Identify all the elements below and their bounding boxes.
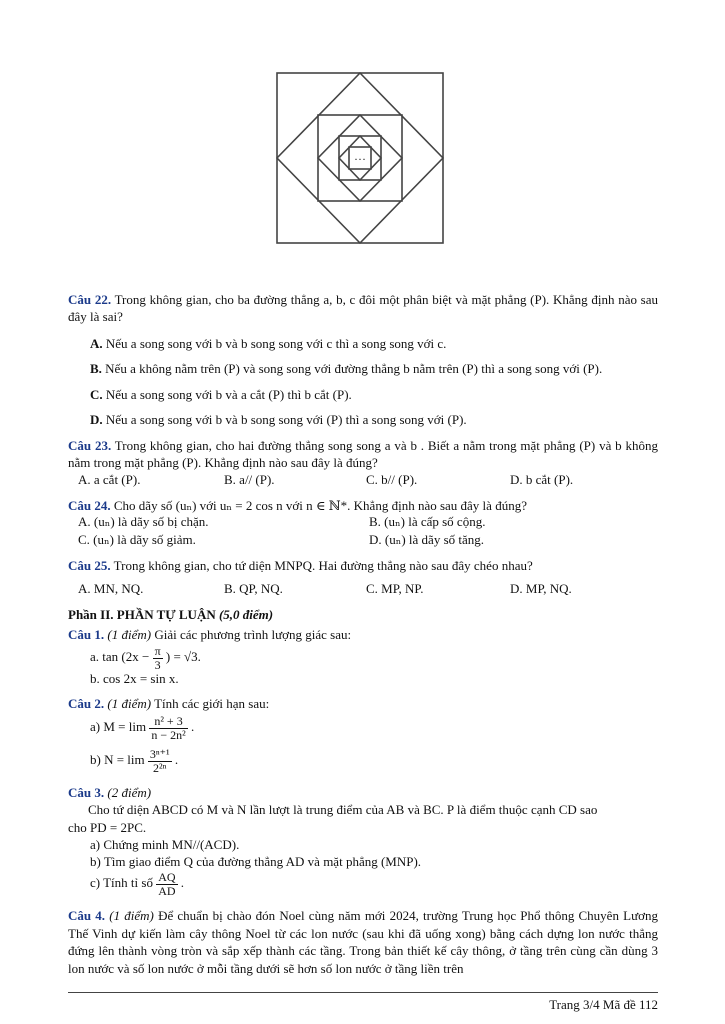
question-23-label: Câu 23.	[68, 438, 112, 453]
part-2-heading: Phần II. PHẦN TỰ LUẬN (5,0 điểm)	[68, 607, 274, 622]
question-25-option-c: C. MP, NP.	[366, 581, 424, 596]
nested-squares-figure	[272, 70, 452, 250]
essay-question-2-part-a: a) M = lim $\frac{\text{n² + 3}}{\text{n − 2n²}}$ .	[90, 713, 195, 742]
question-24-option-b: B. (uₙ) là cấp số cộng.	[369, 514, 486, 529]
question-23	[68, 437, 658, 471]
question-24-text: Cho dãy số (uₙ) với uₙ = 2 cos n với n ∈ ℕ*. Khẳng định nào sau đây là đúng?	[113, 498, 527, 513]
question-22	[68, 291, 658, 325]
essay-question-3-part-c: c) Tính tỉ số $\frac{AQ}{AD}$ .	[90, 869, 185, 898]
footer-divider	[68, 992, 658, 993]
essay-question-2: Câu 2. (1 điểm) Tính các giới hạn sau:	[68, 696, 270, 711]
question-25	[68, 557, 658, 574]
question-22-label: Câu 22.	[68, 292, 112, 307]
question-24-option-c: C. (uₙ) là dãy số giảm.	[78, 532, 196, 547]
essay-question-1-part-a: a. tan (2x − $\frac{\pi}{3}$ ) = √3.	[90, 643, 201, 672]
question-23-option-d: D. b cắt (P).	[510, 472, 574, 487]
page-footer: Trang 3/4 Mã đề 112	[549, 997, 658, 1012]
question-25-option-b: B. QP, NQ.	[224, 581, 283, 596]
question-24-label: Câu 24.	[68, 498, 111, 513]
fraction-limit-n: $\frac{\text{3ⁿ⁺¹}}{\text{2²ⁿ}}$	[149, 746, 170, 775]
essay-question-3-part-a: a) Chứng minh MN//(ACD).	[90, 837, 240, 852]
question-23-text: Trong không gian, cho hai đường thẳng song song a và b . Biết a nằm trong mặt phẳng (P) và b không nằm trong mặt phẳng (P). Khẳng định nào sau đây là đúng?	[68, 438, 658, 470]
essay-question-3-part-b: b) Tìm giao điểm Q của đường thẳng AD và mặt phẳng (MNP).	[90, 854, 422, 869]
question-22-option-b: B. Nếu a không nằm trên (P) và song song với đường thẳng b nằm trên (P) thì a song song với (P).	[90, 361, 603, 376]
question-24-option-a: A. (uₙ) là dãy số bị chặn.	[78, 514, 209, 529]
question-23-option-c: C. b// (P).	[366, 472, 418, 487]
question-25-option-d: D. MP, NQ.	[510, 581, 572, 596]
essay-question-3: Câu 3. (2 điểm)	[68, 785, 152, 800]
question-25-label: Câu 25.	[68, 558, 111, 573]
fraction-pi-over-3: $\frac{\pi}{3}$	[154, 643, 161, 672]
essay-question-2-part-b: b) N = lim $\frac{\text{3ⁿ⁺¹}}{\text{2²ⁿ}}$ .	[90, 746, 179, 775]
question-22-option-c: C. Nếu a song song với b và a cắt (P) thì b cắt (P).	[90, 387, 352, 402]
question-25-text: Trong không gian, cho tứ diện MNPQ. Hai đường thẳng nào sau đây chéo nhau?	[113, 558, 533, 573]
essay-question-4: Câu 4. (1 điểm) Để chuẩn bị chào đón Noel cùng năm mới 2024, trường Trung học Phổ thông Chuyên Lương Thế Vinh dự kiến làm cây thông Noel từ các lon nước (sau khi đã uống xong) bằng cách dựng lon nước thẳng đứng lên thành vòng tròn và sắp xếp thành các tầng. Trong bản thiết kế cây thông, ở tầng trên cùng cần dùng 3 lon nước và số lon nước ở mỗi tầng dưới sẽ hơn số lon nước ở tầng liền trên	[68, 908, 658, 976]
essay-question-3-line-1: Cho tứ diện ABCD có M và N lần lượt là trung điểm của AB và BC. P là điểm thuộc cạnh CD sao	[88, 802, 598, 817]
fraction-aq-over-ad: $\frac{AQ}{AD}$	[158, 869, 176, 898]
essay-question-1: Câu 1. (1 điểm) Giải các phương trình lượng giác sau:	[68, 627, 352, 642]
question-24	[68, 497, 658, 514]
essay-question-3-line-2: cho PD = 2PC.	[68, 820, 147, 835]
fraction-limit-m: $\frac{\text{n² + 3}}{\text{n − 2n²}}$	[151, 713, 186, 742]
question-25-option-a: A. MN, NQ.	[78, 581, 144, 596]
question-22-text: Trong không gian, cho ba đường thẳng a, b, c đôi một phân biệt và mặt phẳng (P). Khẳng định nào sau đây là sai?	[68, 292, 659, 324]
figure-ellipsis: ···	[354, 152, 366, 166]
question-22-option-d: D. Nếu a song song với b và b song song với (P) thì a song song với (P).	[90, 412, 467, 427]
question-23-option-a: A. a cắt (P).	[78, 472, 141, 487]
question-24-option-d: D. (uₙ) là dãy số tăng.	[369, 532, 485, 547]
question-22-option-a: A. Nếu a song song với b và b song song với c thì a song song với c.	[90, 336, 447, 351]
question-23-option-b: B. a// (P).	[224, 472, 275, 487]
essay-question-1-part-b: b. cos 2x = sin x.	[90, 671, 179, 686]
